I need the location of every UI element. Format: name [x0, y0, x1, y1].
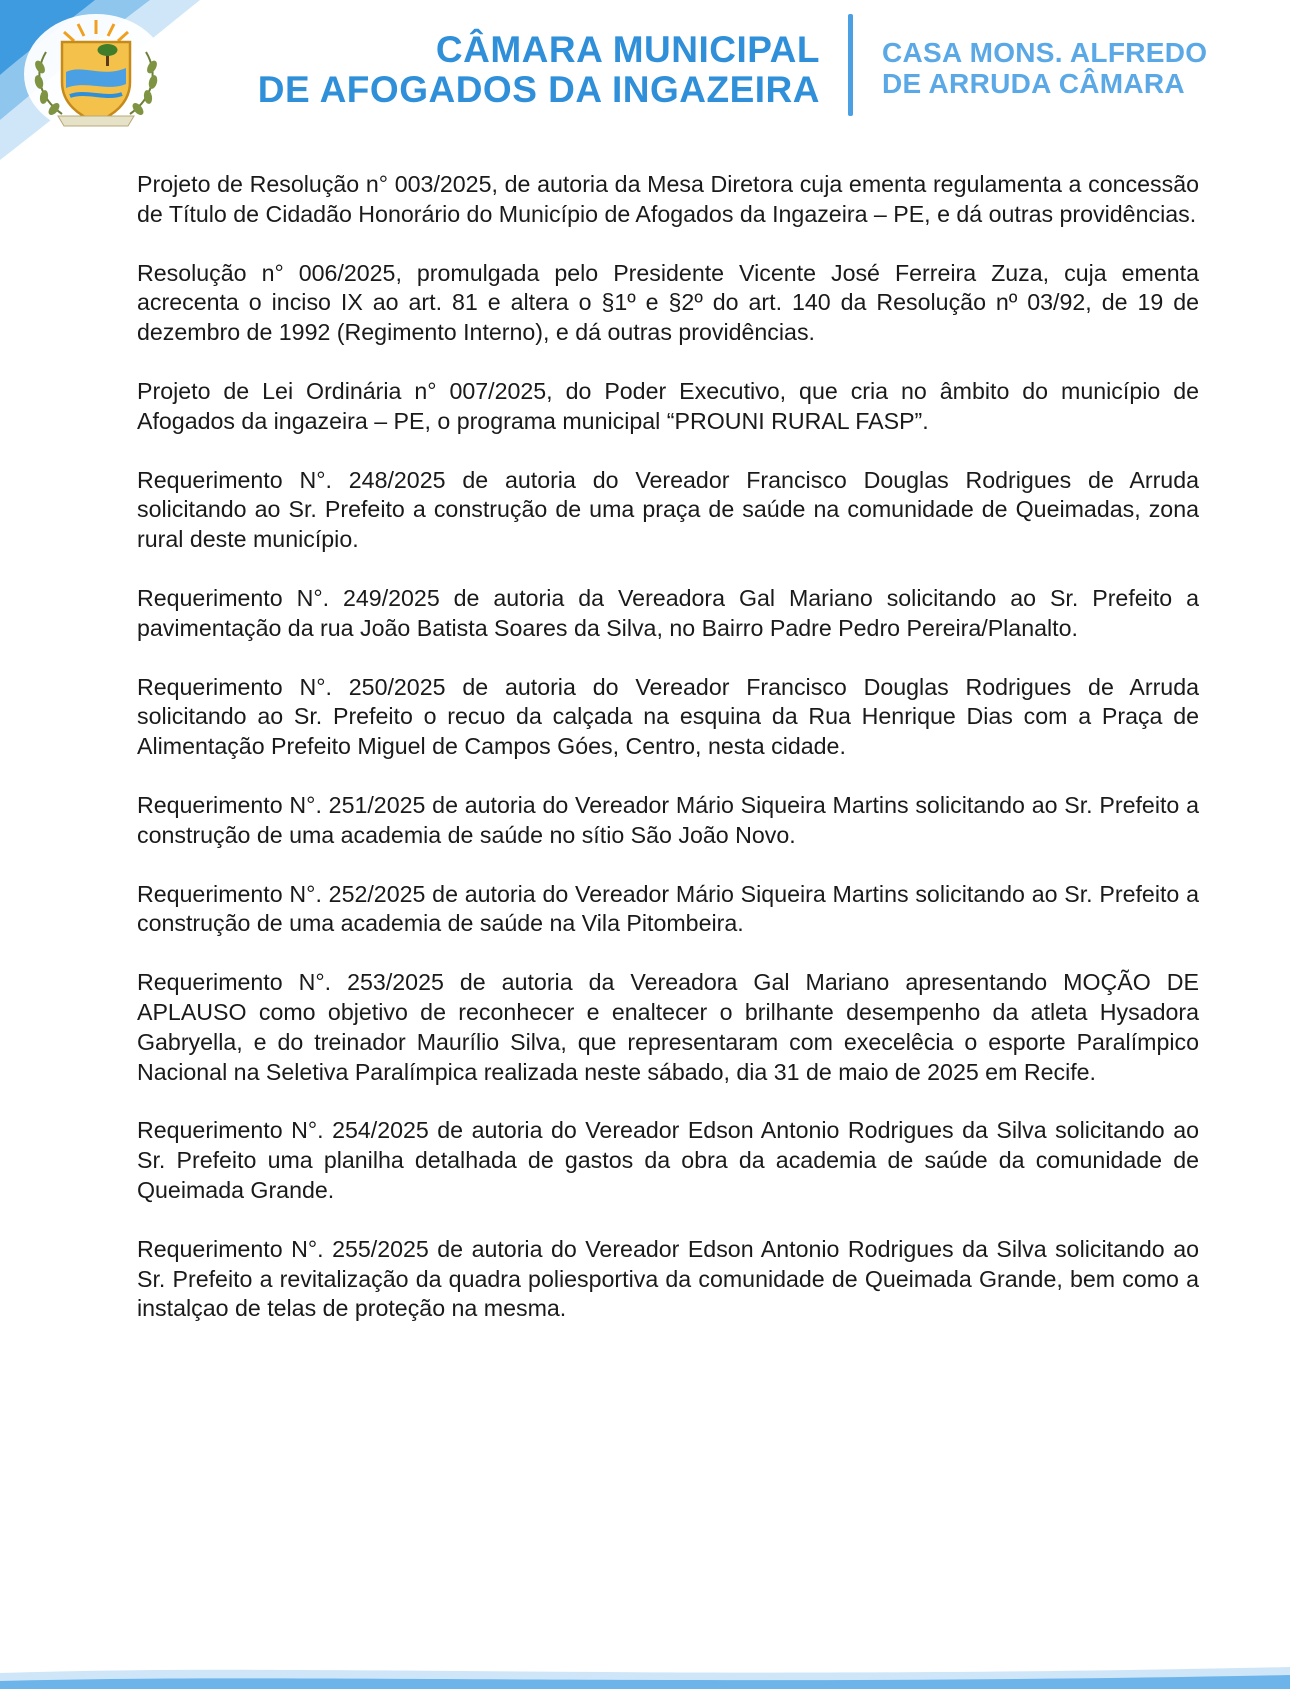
house-name-line1: CASA MONS. ALFREDO: [882, 37, 1208, 68]
agenda-item: Requerimento N°. 255/2025 de autoria do Vereador Edson Antonio Rodrigues da Silva solicitando ao Sr. Prefeito a revitalização da quadra poliesportiva da comunidade de Queimada Grande, bem como a instalçao de telas de proteção na mesma.: [137, 1235, 1199, 1322]
chamber-title-line1: CÂMARA MUNICIPAL: [435, 29, 820, 70]
chamber-title: [180, 30, 820, 110]
agenda-item: Requerimento N°. 248/2025 de autoria do Vereador Francisco Douglas Rodrigues de Arruda solicitando ao Sr. Prefeito a construção de uma praça de saúde na comunidade de Queimadas, zona rural deste município.: [137, 466, 1199, 553]
agenda-item: Projeto de Resolução n° 003/2025, de autoria da Mesa Diretora cuja ementa regulamenta a concessão de Título de Cidadão Honorário do Município de Afogados da Ingazeira – PE, e dá outras providências.: [137, 171, 1199, 227]
house-name-line2: DE ARRUDA CÂMARA: [882, 68, 1185, 99]
agenda-item: Projeto de Lei Ordinária n° 007/2025, do Poder Executivo, que cria no âmbito do município de Afogados da ingazeira – PE, o programa municipal “PROUNI RURAL FASP”.: [137, 377, 1199, 434]
agenda-item: Requerimento N°. 249/2025 de autoria da Vereadora Gal Mariano solicitando ao Sr. Prefeito a pavimentação da rua João Batista Soares da Silva, no Bairro Padre Pedro Pereira/Planalto.: [137, 584, 1199, 641]
agenda-item: Requerimento N°. 253/2025 de autoria da Vereadora Gal Mariano apresentando MOÇÃO DE APLAUSO como objetivo de reconhecer e enaltecer o brilhante desempenho da atleta Hysadora Gabryella, e do treinador Maurílio Silva, que representaram com execelêcia o esporte Paralímpico Nacional na Seletiva Paralímpica realizada neste sábado, dia 31 de maio de 2025 em Recife.: [137, 969, 1199, 1085]
chamber-title-line2: DE AFOGADOS DA INGAZEIRA: [257, 69, 820, 110]
agenda-item: Requerimento N°. 252/2025 de autoria do Vereador Mário Siqueira Martins solicitando ao Sr. Prefeito a construção de uma academia de saúde na Vila Pitombeira.: [137, 880, 1199, 937]
agenda-list: [137, 170, 1199, 1353]
agenda-item: Requerimento N°. 254/2025 de autoria do Vereador Edson Antonio Rodrigues da Silva solicitando ao Sr. Prefeito uma planilha detalhada de gastos da obra da academia de saúde da comunidade de Queimada Grande.: [137, 1117, 1199, 1203]
footer-wave-decoration: [0, 1659, 1290, 1689]
agenda-item: Requerimento N°. 251/2025 de autoria do Vereador Mário Siqueira Martins solicitando ao Sr. Prefeito a construção de uma academia de saúde no sítio São João Novo.: [137, 791, 1199, 848]
agenda-item: Requerimento N°. 250/2025 de autoria do Vereador Francisco Douglas Rodrigues de Arruda solicitando ao Sr. Prefeito o recuo da calçada na esquina da Rua Henrique Dias com a Praça de Alimentação Prefeito Miguel de Campos Góes, Centro, nesta cidade.: [137, 673, 1199, 760]
header-divider: [848, 14, 853, 116]
house-name: [882, 37, 1282, 99]
agenda-item: Resolução n° 006/2025, promulgada pelo Presidente Vicente José Ferreira Zuza, cuja ementa acrecenta o inciso IX ao art. 81 e altera o §1º e §2º do art. 140 da Resolução nº 03/92, de 19 de dezembro de 1992 (Regimento Interno), e dá outras providências.: [137, 259, 1199, 346]
municipal-seal-icon: [22, 12, 170, 136]
